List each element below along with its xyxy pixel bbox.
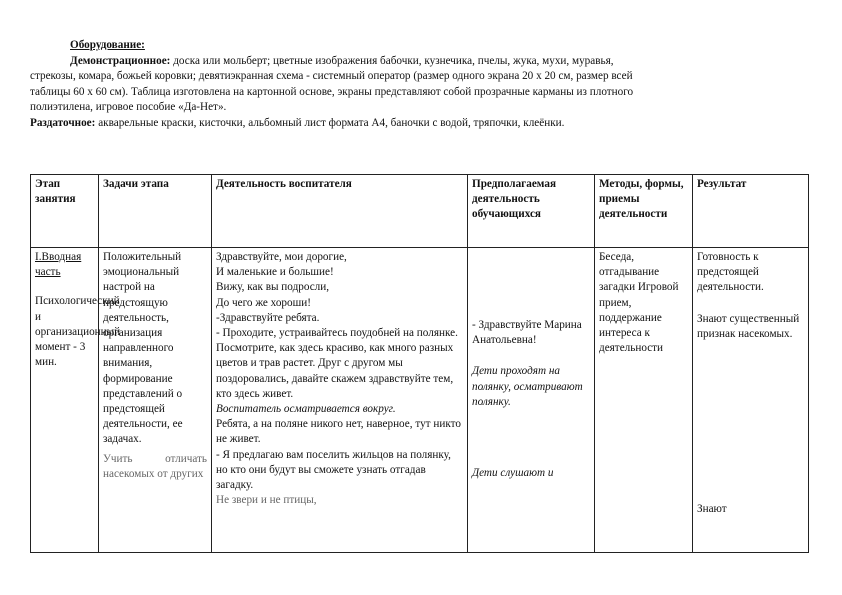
demo-line-1: доска или мольберт; цветные изображения бабочки, кузнечика, пчелы, жука, мухи, муравья, [170,54,614,67]
result-cell [693,248,809,553]
equipment-title: Оборудование: [70,39,145,51]
teacher-line: -Здравствуйте ребята. [216,311,320,324]
demo-line-4: полиэтилена, игровое пособие «Да-Нет». [30,101,227,114]
result-text: Готовность к предстоящей деятельности. [697,251,764,294]
teacher-line: Не звери и не птицы, [216,494,317,507]
demo-label: Демонстрационное: [70,54,171,67]
header-children: Предполагаемая деятельность обучающихся [468,175,595,248]
tasks-main: Положительный эмоциональный настрой на предстоящую деятельность, организация направленного внимания, формирование представлений о предстоящей деятельности, ее задачах. [103,251,183,446]
children-cell [468,248,595,553]
header-teacher: Деятельность воспитателя [212,175,468,248]
methods-text: Беседа, отгадывание загадки Игровой прием, поддержание интереса к деятельности [599,251,679,355]
result-text: Знают существенный признак насекомых. [697,312,800,340]
handout-paragraph [30,116,808,132]
stage-cell [31,248,121,553]
header-tasks: Задачи этапа [99,175,212,248]
lesson-table [30,174,809,553]
teacher-line: Здравствуйте, мои дорогие, [216,251,347,263]
handout-label: Раздаточное: [30,116,96,129]
teacher-remark: Воспитатель осматривается вокруг. [216,403,396,416]
methods-cell [595,248,693,553]
stage-subtitle: Психологический и организационный момент - 3 мин. [35,295,121,369]
teacher-cell [212,248,468,553]
header-methods: Методы, формы, приемы деятельности [595,175,693,248]
teacher-line: Ребята, а на поляне никого нет, наверное, тут никто не живет. [216,418,461,446]
tasks-cell [99,248,212,553]
handout-text: акварельные краски, кисточки, альбомный лист формата А4, баночки с водой, тряпочки, клеёнки. [95,116,565,129]
demo-paragraph [30,54,808,116]
children-greet: - Здравствуйте Марина Анатольевна! [472,319,582,347]
table-header-row [31,175,809,248]
header-result: Результат [693,175,809,248]
children-walk: Дети проходят на полянку, осматривают полянку. [472,365,583,408]
teacher-line: Вижу, как вы подросли, [216,281,330,294]
table-row [31,248,809,553]
demo-line-3: таблицы 60 х 60 см). Таблица изготовлена на картонной основе, экраны представляют собой прозрачные карманы из плотного [30,85,634,98]
children-listen: Дети слушают и [472,467,554,480]
teacher-line: И маленькие и большие! [216,266,334,279]
demo-line-2: стрекозы, комара, божьей коровки; девятиэкранная схема - системный оператор (размер одного экрана 20 х 20 см, размер всей [30,70,633,83]
teacher-line: - Проходите, устраивайтесь поудобней на полянке. Посмотрите, как здесь красиво, как много разных цветов и трав растет. Друг с другом мы поздоровались, давайте скажем здравствуйте тем, кто здесь живет. [216,327,458,400]
equipment-section [30,38,808,132]
teacher-line: До чего же хороши! [216,296,311,309]
result-text: Знают [697,503,727,516]
teacher-line: - Я предлагаю вам поселить жильцов на полянку, но кто они будут вы сможете узнать отгадав загадку. [216,448,451,492]
header-stage: Этап занятия [31,175,99,248]
stage-title: I.Вводная часть [35,251,82,279]
tasks-extra: Учить отличать насекомых от других [103,452,207,480]
